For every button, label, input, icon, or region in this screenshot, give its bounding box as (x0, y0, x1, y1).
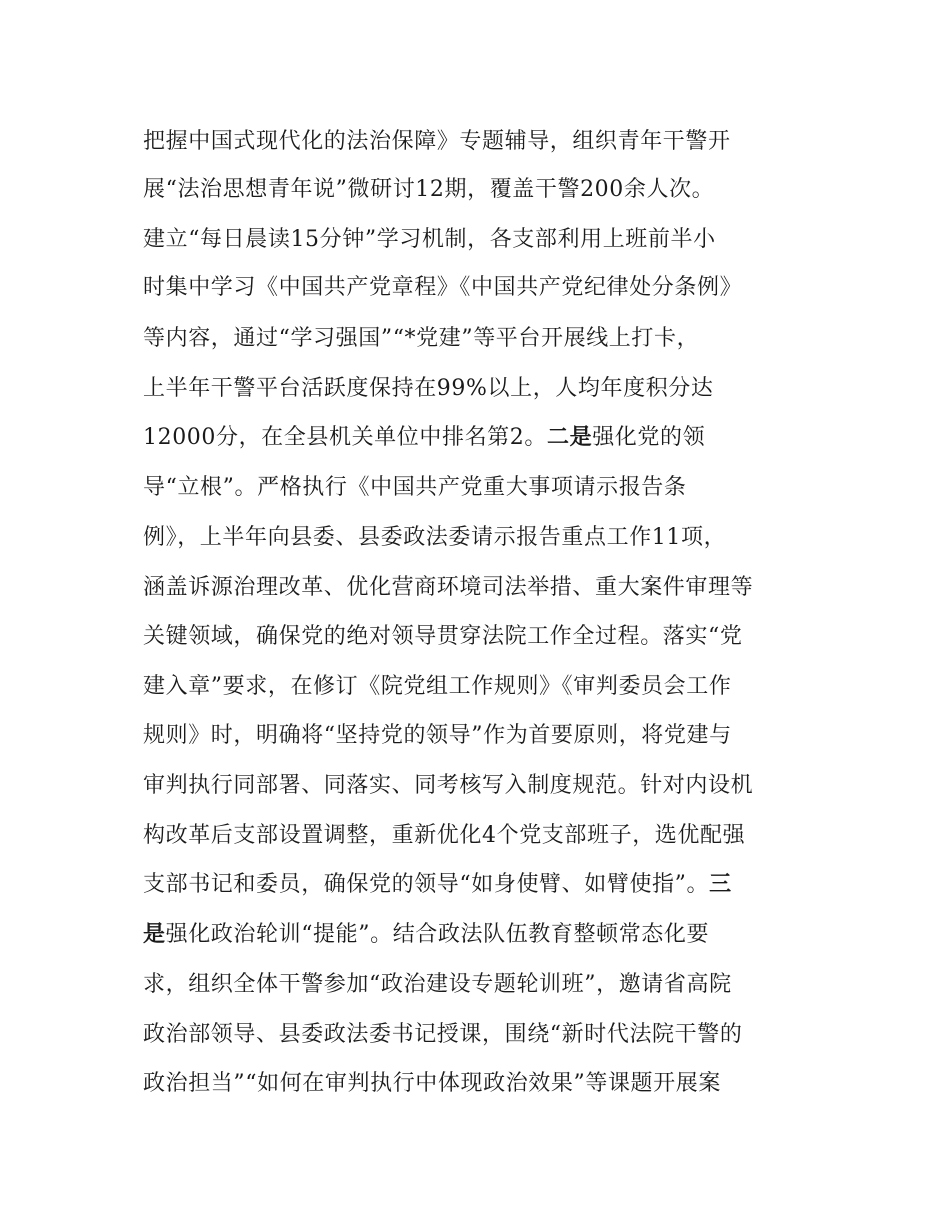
text-line (143, 324, 699, 354)
text-line (143, 127, 731, 157)
text-line (143, 771, 753, 801)
text-line (143, 672, 731, 702)
text-segment: 导“立根”。严格执行《中国共产党重大事项请示报告条 (143, 475, 687, 500)
bold-marker: 三 (709, 872, 732, 897)
bold-marker: 二是 (546, 425, 593, 450)
text-segment: 支部书记和委员，确保党的领导“如身使臂、如臂使指”。 (143, 872, 710, 897)
text-line (143, 970, 732, 1000)
text-segment: 等内容，通过“学习强国”“*党建”等平台开展线上打卡， (143, 326, 700, 351)
text-segment: 12000分，在全县机关单位中排名第2。 (143, 425, 547, 450)
text-line (143, 721, 732, 751)
text-line (143, 423, 705, 453)
bold-marker: 是 (143, 922, 166, 947)
text-segment: 上半年干警平台活跃度保持在99%以上，人均年度积分达 (143, 376, 714, 401)
text-line (143, 920, 709, 950)
text-segment: 建入章”要求，在修订《院党组工作规则》《审判委员会工作 (143, 674, 732, 699)
text-line (143, 473, 687, 503)
text-segment: 强化党的领 (592, 425, 706, 450)
text-segment: 展“法治思想青年说”微研讨12期，覆盖干警200余人次。 (143, 177, 715, 202)
text-line (143, 273, 742, 303)
text-segment: 规则》时，明确将“坚持党的领导”作为首要原则，将党建与 (143, 723, 732, 748)
text-segment: 政治担当”“如何在审判执行中体现政治效果”等课题开展案 (143, 1071, 721, 1096)
text-segment: 审判执行同部署、同落实、同考核写入制度规范。针对内设机 (143, 773, 754, 798)
text-line (143, 622, 742, 652)
text-line (143, 225, 716, 255)
text-segment: 关键领域，确保党的绝对领导贯穿法院工作全过程。落实“党 (143, 624, 743, 649)
text-segment: 政治部领导、县委政法委书记授课，围绕“新时代法院干警的 (143, 1022, 743, 1047)
text-segment: 例》，上半年向县委、县委政法委请示报告重点工作11项， (143, 525, 727, 550)
text-line (143, 175, 714, 205)
text-line (143, 573, 753, 603)
text-line (143, 870, 732, 900)
text-segment: 强化政治轮训“提能”。结合政法队伍教育整顿常态化要 (165, 922, 710, 947)
text-segment: 时集中学习《中国共产党章程》《中国共产党纪律处分条例》 (143, 275, 743, 300)
text-line (143, 821, 745, 851)
text-segment: 求，组织全体干警参加“政治建设专题轮训班”，邀请省高院 (143, 972, 732, 997)
text-line (143, 374, 714, 404)
text-segment: 把握中国式现代化的法治保障》专题辅导，组织青年干警开 (143, 129, 731, 154)
text-line (143, 523, 726, 553)
text-segment: 涵盖诉源治理改革、优化营商环境司法举措、重大案件审理等 (143, 575, 754, 600)
text-line (143, 1020, 742, 1050)
text-segment: 构改革后支部设置调整，重新优化4个党支部班子，选优配强 (143, 823, 746, 848)
text-line (143, 1069, 721, 1099)
text-segment: 建立“每日晨读15分钟”学习机制，各支部利用上班前半小 (143, 227, 716, 252)
